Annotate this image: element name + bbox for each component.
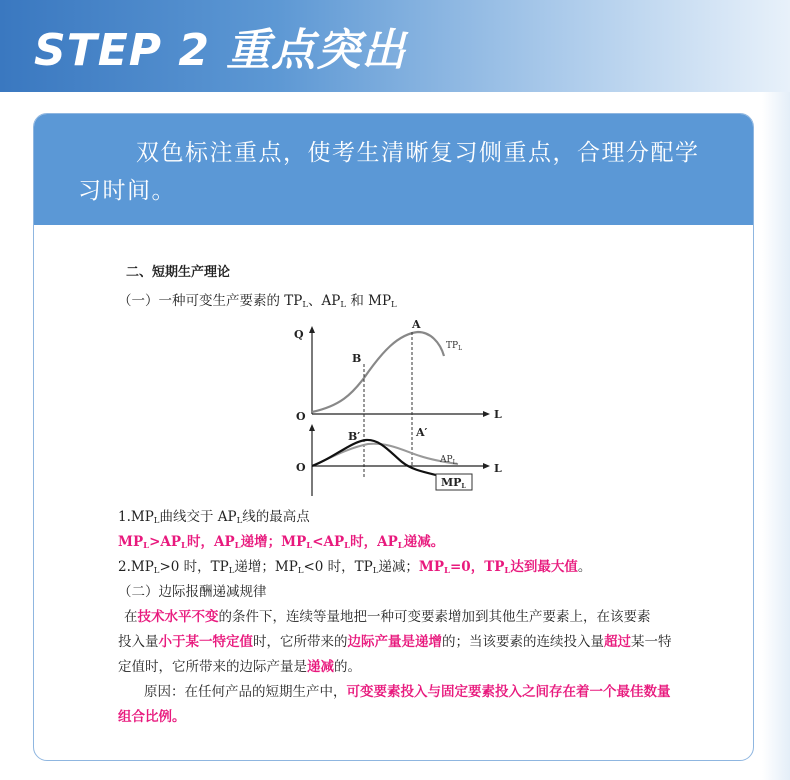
intro-panel [34,114,753,225]
point-1: $1.MP_L$曲线交于 $AP_L$线的最高点 [118,509,310,526]
step-banner [0,0,790,92]
bottom-x-arrow [483,463,490,469]
point-a-prime-label: A′ [416,426,428,439]
top-y-label: Q [294,328,304,341]
intro-text: 双色标注重点，使考生清晰复习侧重点，合理分配学习时间。 [78,140,700,204]
point-2-text: 2.MP [118,559,154,575]
point-2: $2.MP_L>0$ 时，$TP_L$递增；$MP_L<0$ 时，$TP_L$递减；$MP_L=0$，$TP_L$达到最大值。 [118,559,592,576]
side-decoration [762,92,790,780]
tp-label: $TP_L$ [446,341,463,352]
step-title: STEP 2 重点突出 [34,25,407,76]
paragraph-line-5: 组合比例。 [118,709,186,725]
subsection-2-title: （二）边际报酬递减规律 [118,584,267,600]
section-title: 二、短期生产理论 [126,265,231,280]
paragraph-line-4: 原因：在任何产品的短期生产中，可变要素投入与固定要素投入之间存在着一个最佳数量 [144,684,671,700]
ap-label: $AP_L$ [440,455,457,466]
tp-curve [312,332,444,412]
production-graph [290,316,510,496]
bottom-x-label: L [494,462,502,475]
subsection-1-title: （一）一种可变生产要素的 $TP_L$、$AP_L$ 和 $MP_L$ [118,293,397,310]
mp-label: MPL [441,476,466,490]
paragraph-line-2: 投入量小于某一特定值时，它所带来的边际产量是递增的；当该要素的连续投入量超过某一特 [118,634,672,650]
point-b-label: B [352,352,362,365]
top-x-arrow [483,411,490,417]
point-1-highlight: $MP_L>AP_L$时，$AP_L$递增；$MP_L<AP_L$时，$AP_L$递减。 [118,534,445,551]
bottom-origin-label: O [296,461,306,474]
paragraph-line-3: 定值时，它所带来的边际产量是递减的。 [118,659,361,675]
production-graph-svg [290,316,510,496]
bottom-y-arrow [309,424,315,431]
point-a-label: A [412,318,421,331]
paragraph-line-1: 在技术水平不变的条件下，连续等量地把一种可变要素增加到其他生产要素上，在该要素 [124,609,651,625]
point-1-text: 1.MP [118,509,154,525]
top-x-label: L [494,408,502,421]
top-y-arrow [309,326,315,333]
subsection-1-text: （一）一种可变生产要素的 TP [118,293,303,309]
top-origin-label: O [296,410,306,423]
point-b-prime-label: B′ [348,430,361,443]
